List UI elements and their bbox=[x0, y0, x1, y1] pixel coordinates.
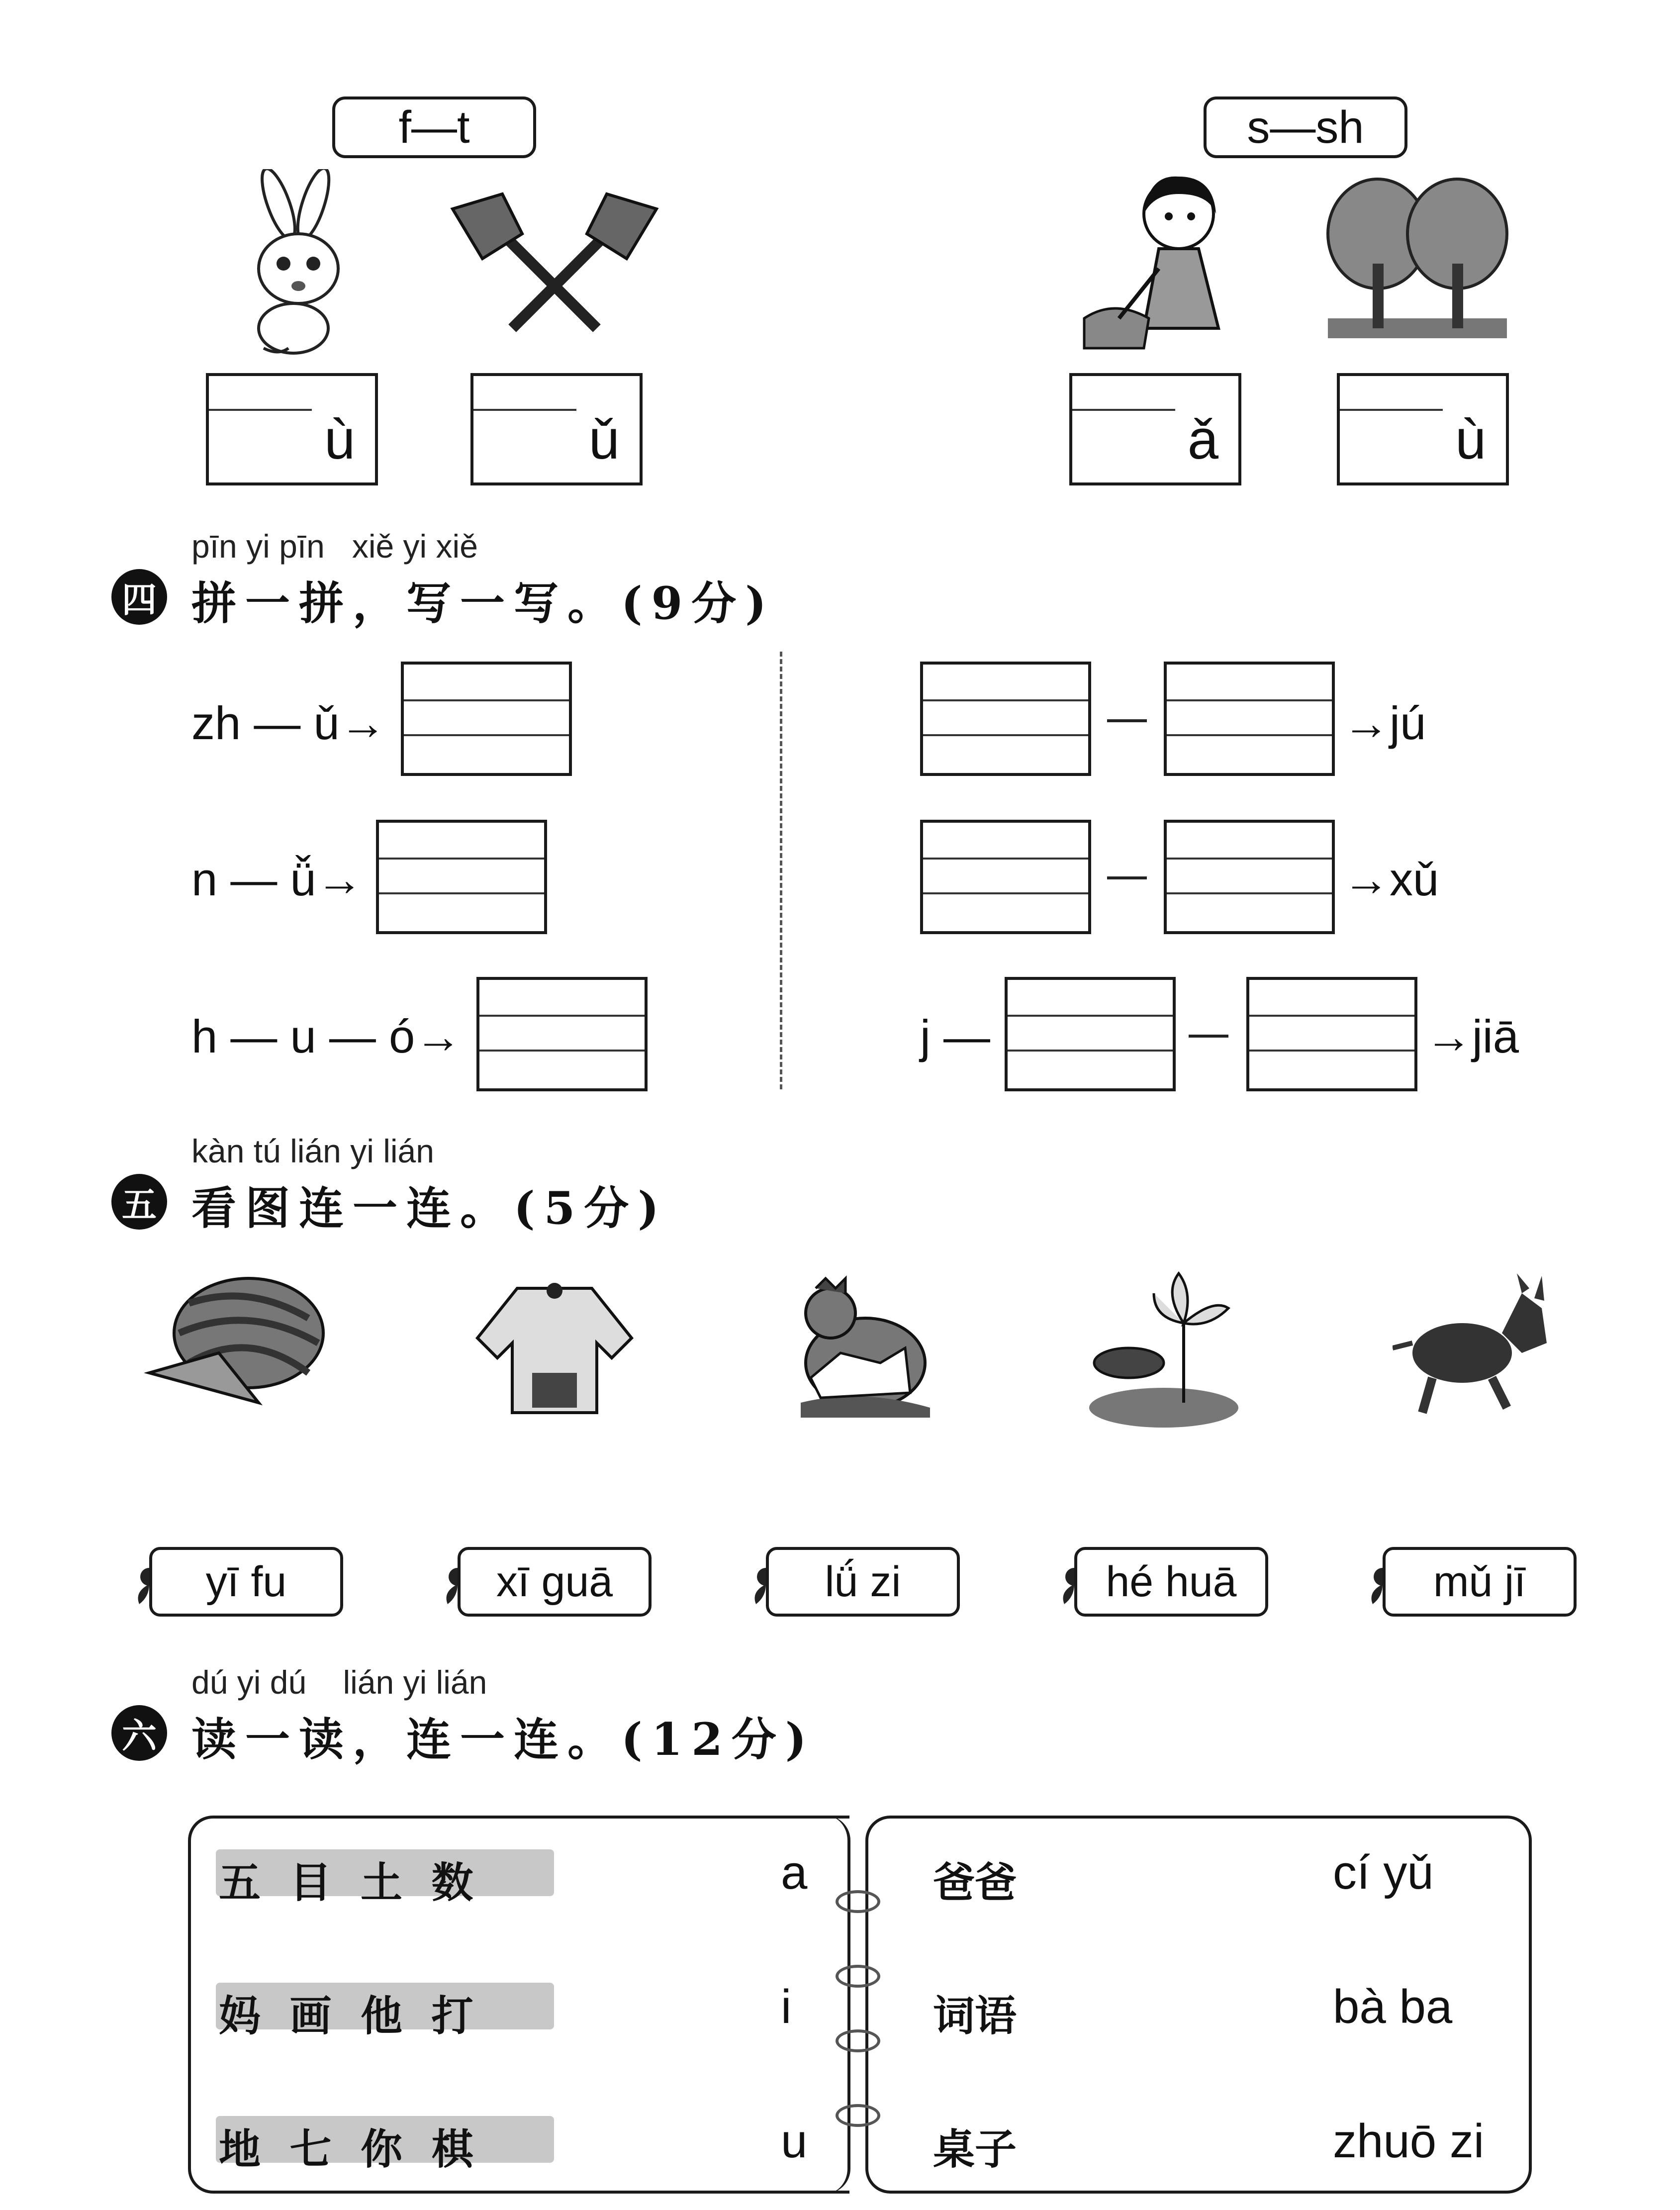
word-card[interactable] bbox=[746, 1547, 960, 1617]
write-box[interactable] bbox=[476, 977, 648, 1091]
guide-line bbox=[1167, 892, 1332, 894]
answer-box-girl[interactable] bbox=[1069, 373, 1241, 485]
guide-line bbox=[923, 734, 1088, 736]
word-card-label: hé huā bbox=[1074, 1547, 1268, 1617]
left-panel-edge bbox=[826, 1816, 850, 2194]
spell-row-1: zh — ǔ→ bbox=[191, 697, 386, 749]
write-box[interactable] bbox=[1164, 662, 1335, 776]
guide-line bbox=[923, 858, 1088, 860]
pair-label-f-t: f—t bbox=[332, 96, 536, 158]
guide-line bbox=[404, 699, 569, 701]
section-number-badge: 四 bbox=[111, 569, 167, 625]
result-jia: →jiā bbox=[1425, 1010, 1519, 1062]
sweater-picture bbox=[472, 1278, 637, 1418]
joining-dash bbox=[1107, 719, 1147, 722]
guide-line bbox=[209, 409, 312, 411]
vowel-letter[interactable]: i bbox=[781, 1980, 792, 2033]
section-four-pinyin: pīn yi pīn xiě yi xiě bbox=[191, 528, 478, 565]
watermelon-picture bbox=[144, 1273, 333, 1413]
chinese-word[interactable]: 桌子 bbox=[933, 2124, 1017, 2174]
pinyin-word[interactable]: bà ba bbox=[1333, 1980, 1453, 2033]
section-number-badge: 六 bbox=[111, 1705, 167, 1761]
dashed-divider bbox=[780, 652, 782, 1089]
section-number-badge: 五 bbox=[111, 1174, 167, 1230]
pinyin-word[interactable]: zhuō zi bbox=[1333, 2114, 1485, 2168]
answer-box-axes[interactable] bbox=[470, 373, 643, 485]
guide-line bbox=[1249, 1050, 1414, 1052]
prefix-j: j — bbox=[920, 1010, 990, 1062]
tone-vowel: ù bbox=[1455, 408, 1486, 471]
axes-picture bbox=[448, 189, 661, 338]
guide-line bbox=[379, 858, 544, 860]
guide-line bbox=[404, 734, 569, 736]
vowel-letter[interactable]: a bbox=[781, 1846, 808, 1899]
tone-vowel: ǔ bbox=[588, 408, 620, 471]
guide-line bbox=[1167, 858, 1332, 860]
write-box[interactable] bbox=[376, 820, 547, 934]
guide-line bbox=[1167, 699, 1332, 701]
word-card[interactable] bbox=[438, 1547, 652, 1617]
hen-picture bbox=[781, 1273, 940, 1423]
binder-ring-icon bbox=[836, 2104, 880, 2127]
spell-row-3: h — u — ó→ bbox=[191, 1010, 462, 1062]
word-card[interactable] bbox=[129, 1547, 343, 1617]
guide-line bbox=[379, 892, 544, 894]
pair-label-s-sh: s—sh bbox=[1204, 96, 1407, 158]
joining-dash bbox=[1107, 876, 1147, 879]
result-ju: →jú bbox=[1343, 697, 1426, 749]
write-box[interactable] bbox=[1164, 820, 1335, 934]
chinese-word[interactable]: 词语 bbox=[933, 1991, 1017, 2040]
guide-line bbox=[1008, 1050, 1173, 1052]
girl-sweeping-picture bbox=[1074, 169, 1263, 358]
guide-line bbox=[923, 892, 1088, 894]
vowel-letter[interactable]: u bbox=[781, 2114, 808, 2168]
guide-line bbox=[479, 1050, 645, 1052]
word-card-label: yī fu bbox=[149, 1547, 343, 1617]
rabbit-picture bbox=[219, 169, 368, 358]
section-four-title: 拼一拼，写一写。(9分) bbox=[191, 577, 775, 630]
section-six-title: 读一读，连一连。(12分) bbox=[191, 1713, 816, 1766]
guide-line bbox=[1340, 409, 1443, 411]
donkey-picture bbox=[1393, 1273, 1562, 1423]
guide-line bbox=[1008, 1015, 1173, 1017]
tone-vowel: ù bbox=[324, 408, 355, 471]
tone-vowel: ǎ bbox=[1187, 408, 1218, 471]
write-box[interactable] bbox=[401, 662, 572, 776]
guide-line bbox=[479, 1015, 645, 1017]
word-card-label: xī guā bbox=[458, 1547, 652, 1617]
chinese-word[interactable]: 爸爸 bbox=[933, 1858, 1017, 1907]
spell-row-2: n — ǚ→ bbox=[191, 853, 363, 905]
trees-picture bbox=[1323, 174, 1512, 348]
guide-line bbox=[1167, 734, 1332, 736]
char-group[interactable]: 地 七 你 棋 bbox=[219, 2124, 473, 2174]
word-card[interactable] bbox=[1363, 1547, 1577, 1617]
binder-ring-icon bbox=[836, 1890, 880, 1913]
char-group[interactable]: 妈 画 他 打 bbox=[219, 1991, 473, 2040]
write-box[interactable] bbox=[920, 820, 1091, 934]
binder-ring-icon bbox=[836, 1965, 880, 1988]
guide-line bbox=[1249, 1015, 1414, 1017]
section-five-pinyin: kàn tú lián yi lián bbox=[191, 1133, 434, 1169]
guide-line bbox=[473, 409, 576, 411]
answer-box-rabbit[interactable] bbox=[206, 373, 378, 485]
word-card[interactable] bbox=[1054, 1547, 1268, 1617]
joining-dash bbox=[1189, 1035, 1228, 1038]
write-box[interactable] bbox=[920, 662, 1091, 776]
section-six-pinyin: dú yi dú lián yi lián bbox=[191, 1664, 487, 1701]
guide-line bbox=[1072, 409, 1175, 411]
binder-ring-icon bbox=[836, 2029, 880, 2052]
word-card-label: lǘ zi bbox=[766, 1547, 960, 1617]
write-box[interactable] bbox=[1005, 977, 1176, 1091]
result-xu: →xǔ bbox=[1343, 853, 1439, 905]
word-card-label: mǔ jī bbox=[1383, 1547, 1577, 1617]
char-group[interactable]: 五 目 土 数 bbox=[219, 1858, 473, 1907]
pinyin-word[interactable]: cí yǔ bbox=[1333, 1846, 1434, 1899]
lotus-picture bbox=[1084, 1263, 1248, 1433]
section-five-title: 看图连一连。(5分) bbox=[191, 1182, 668, 1235]
answer-box-trees[interactable] bbox=[1337, 373, 1509, 485]
write-box[interactable] bbox=[1246, 977, 1417, 1091]
guide-line bbox=[923, 699, 1088, 701]
